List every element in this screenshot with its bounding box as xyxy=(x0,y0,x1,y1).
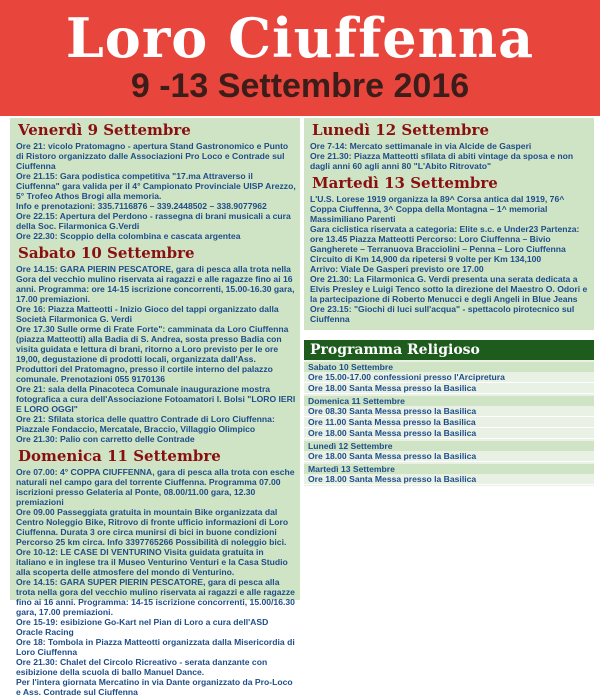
event-entry: Circuito di Km 14,900 da ripetersi 9 volte per Km 134,100 xyxy=(310,254,542,264)
religious-service: Ore 18.00 Santa Messa presso la Basilica xyxy=(304,474,594,485)
event-entry: Ore 22.15: Apertura del Perdono - rassegna di brani musicali a cura della Soc. Filarmonica G.Verdi xyxy=(16,211,291,231)
event-entry: Ore 15-19: esibizione Go-Kart nel Pian di Loro a cura dell'ASD Oracle Racing xyxy=(16,617,269,637)
event-entry: Ore 09.00 Passeggiata gratuita in mountain Bike organizzata dal Centro Noleggio Bike, Ritrovo di fronte ufficio informazioni di Loro Ciuffenna. Durata 3 ore circa munirsi di bici in buone condizioni Percorso 25 km circa. Info 3397765266 Possibilità di noleggio bici. xyxy=(16,507,289,547)
event-entry: L'U.S. Lorese 1919 organizza la 89^ Corsa antica dal 1919, 76^ Coppa Ciuffenna, 3^ Coppa della Montagna – 1^ memorial Massimiliano Parenti xyxy=(310,194,565,224)
event-entry: Ore 18: Tombola in Piazza Matteotti organizzata dalla Misericordia di Loro Ciuffenna xyxy=(16,637,295,657)
event-entry: Ore 21.30: Piazza Matteotti sfilata di abiti vintage da sposa e non dagli anni 60 agli anni 80 "L'Abito Ritrovato" xyxy=(310,151,574,171)
religious-service: Ore 18.00 Santa Messa presso la Basilica xyxy=(304,428,594,439)
left-program-panel xyxy=(10,118,300,697)
religious-day-heading: Lunedì 12 Settembre xyxy=(304,441,594,451)
event-entry: Arrivo: Viale De Gasperi previsto ore 17.00 xyxy=(310,264,484,274)
religious-service: Ore 18.00 Santa Messa presso la Basilica xyxy=(304,383,594,394)
religious-service: Ore 08.30 Santa Messa presso la Basilica xyxy=(304,406,594,417)
day-heading: Domenica 11 Settembre xyxy=(18,447,221,465)
event-entry: Ore 21.30: Palio con carretto delle Contrade xyxy=(16,434,195,444)
town-title: Loro Ciuffenna xyxy=(65,6,535,70)
event-entry: Ore 14.15: GARA SUPER PIERIN PESCATORE, gara di pesca alla trota nella gora del vecchio mulino riservata ai ragazzi e alle ragazze fino ai 16 anni. Programma: 14-15 iscrizione concorrenti, 15.00/16.30 gara, 17.00 premiazioni. xyxy=(16,577,295,617)
event-entry: Ore 21.15: Gara podistica competitiva "17.ma Attraverso il Ciuffenna" gara valida per il 4° Campionato Provinciale UISP Arezzo, 5° Trofeo Athos Brogi alla memoria. xyxy=(16,171,296,201)
event-entry: Ore 17.30 Sulle orme di Frate Forte": camminata da Loro Ciuffenna (piazza Matteotti) alla Badia di S. Andrea, sosta presso Badia con visita guidata e lettura di brani, ritorno a Loro previsto per le ore 19,00, degustazione di prodotti locali, organizzata dall'Ass. Produttori del Pratomagno, presso il cortile interno del palazzo comunale. Prenotazioni 055 9170136 xyxy=(16,324,289,384)
event-entry: Info e prenotazioni: 335.7116876 – 339.2448502 – 338.9077962 xyxy=(16,201,267,211)
header-banner xyxy=(0,0,600,116)
religious-program-title: Programma Religioso xyxy=(304,340,594,360)
religious-service: Ore 15.00-17.00 confessioni presso l'Arcipretura xyxy=(304,372,594,383)
religious-service: Ore 11.00 Santa Messa presso la Basilica xyxy=(304,417,594,428)
event-entry: Gara ciclistica riservata a categoria: Elite s.c. e Under23 Partenza: ore 13.45 Piazza Matteotti Percorso: Loro Ciuffenna – Bivio Gangherete – Terranuova Bracciolini – Penna – Loro Ciuffenna xyxy=(310,224,580,254)
event-entry: Ore 07.00: 4° COPPA CIUFFENNA, gara di pesca alla trota con esche naturali nel campo gara del torrente Ciuffenna. Programma 07.00 iscrizioni presso Gelateria al Ponte, 08.00/11.00 gara, 12.30 premiazioni xyxy=(16,467,295,507)
day-heading: Lunedì 12 Settembre xyxy=(312,121,489,139)
right-program-panel xyxy=(304,118,594,330)
day-heading: Venerdì 9 Settembre xyxy=(18,121,191,139)
event-dates: 9 -13 Settembre 2016 xyxy=(130,67,470,105)
event-entry: Ore 21: Sfilata storica delle quattro Contrade di Loro Ciuffenna: Piazzale Fondaccio, Mercatale, Braccio, Villaggio Olimpico xyxy=(16,414,275,434)
event-entry: Ore 21.30: Chalet del Circolo Ricreativo - serata danzante con esibizione della scuola di ballo Manuel Dance. xyxy=(16,657,268,677)
event-entry: Ore 16: Piazza Matteotti - Inizio Gioco del tappi organizzato dalla Società Filarmonica G. Verdi xyxy=(16,304,279,324)
religious-service: Ore 18.00 Santa Messa presso la Basilica xyxy=(304,451,594,462)
religious-day-heading: Domenica 11 Settembre xyxy=(304,396,594,406)
event-entry: Ore 21: vicolo Pratomagno - apertura Stand Gastronomico e Punto di Ristoro organizzato dalle Associazioni Pro Loco e Contrade sul Ciuffenna xyxy=(16,141,289,171)
event-entry: Ore 21: sala della Pinacoteca Comunale inaugurazione mostra fotografica a cura dell'Associazione Fotoamatori I. Bolsi "LORO IERI E LORO OGGI" xyxy=(16,384,296,414)
event-entry: Ore 22.30: Scoppio della colombina e cascata argentea xyxy=(16,231,241,241)
event-entry: Ore 14.15: GARA PIERIN PESCATORE, gara di pesca alla trota nella Gora del vecchio mulino riservata ai ragazzi e alle ragazze fino ai 16 anni. Programma: ore 14-15 iscrizione concorrenti, 15.00-16.30 gara, 17.00 premiazioni. xyxy=(16,264,295,304)
day-heading: Martedì 13 Settembre xyxy=(312,174,498,192)
event-entry: Ore 7-14: Mercato settimanale in via Alcide de Gasperi xyxy=(310,141,532,151)
religious-program-panel xyxy=(304,340,594,486)
event-entry: Ore 21.30: La Filarmonica G. Verdi presenta una serata dedicata a Elvis Presley e Luigi Tenco sotto la direzione del Maestro O. Odori e la partecipazione di Roberto Menucci e degli Angeli in Blue Jeans xyxy=(310,274,588,304)
event-entry: Per l'intera giornata Mercatino in via Dante organizzato da Pro-Loco e Ass. Contrade sul Ciuffenna xyxy=(16,677,293,697)
day-heading: Sabato 10 Settembre xyxy=(18,244,195,262)
event-entry: Ore 23.15: "Giochi di luci sull'acqua" - spettacolo pirotecnico sul Ciuffenna xyxy=(310,304,575,324)
event-entry: Ore 10-12: LE CASE DI VENTURINO Visita guidata gratuita in italiano e in inglese tra il Museo Venturino Venturi e la Casa Studio alla scoperta delle atmosfere del mondo di Venturino. xyxy=(16,547,288,577)
religious-day-heading: Martedì 13 Settembre xyxy=(304,464,594,474)
religious-day-heading: Sabato 10 Settembre xyxy=(304,362,594,372)
